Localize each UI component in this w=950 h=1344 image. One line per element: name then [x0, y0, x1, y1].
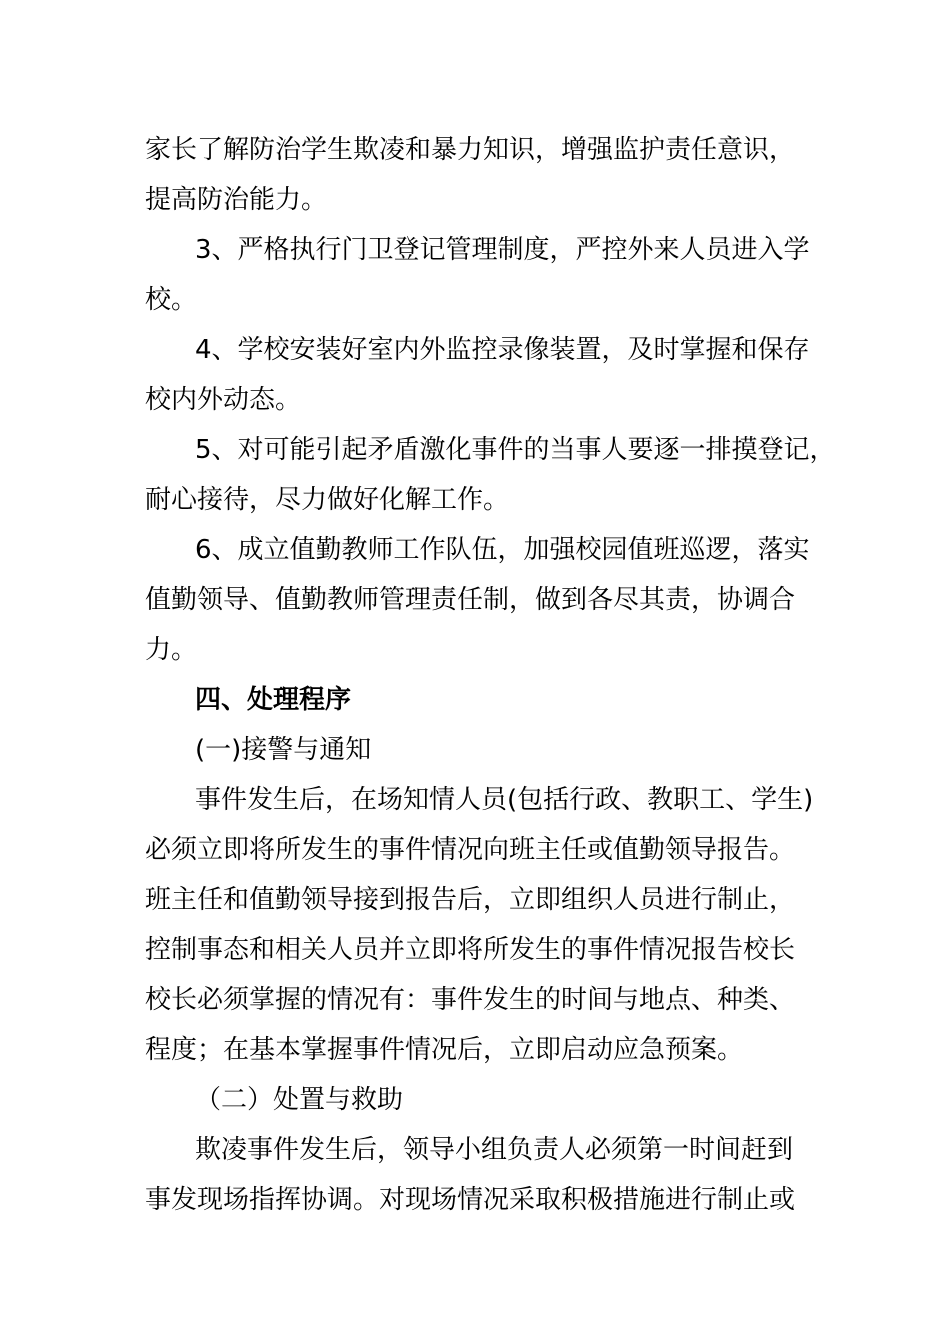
paragraph-line: 程度；在基本掌握事件情况后，立即启动应急预案。 [145, 1035, 744, 1065]
paragraph-line: 控制事态和相关人员并立即将所发生的事件情况报告校长 [145, 935, 796, 965]
paragraph-line: 耐心接待，尽力做好化解工作。 [145, 485, 510, 515]
paragraph-line: 事发现场指挥协调。对现场情况采取积极措施进行制止或 [145, 1185, 796, 1215]
paragraph-line: 事件发生后，在场知情人员(包括行政、教职工、学生) [195, 785, 814, 815]
list-item-6: 6、成立值勤教师工作队伍，加强校园值班巡逻，落实 [195, 535, 810, 565]
paragraph-line: 值勤领导、值勤教师管理责任制，做到各尽其责，协调合 [145, 585, 796, 615]
paragraph-line: 班主任和值勤领导接到报告后，立即组织人员进行制止， [145, 885, 796, 915]
paragraph-line: 校长必须掌握的情况有：事件发生的时间与地点、种类、 [145, 985, 796, 1015]
list-item-3: 3、严格执行门卫登记管理制度，严控外来人员进入学 [195, 235, 810, 265]
paragraph-line: 欺凌事件发生后，领导小组负责人必须第一时间赶到 [195, 1135, 794, 1165]
list-item-5: 5、对可能引起矛盾激化事件的当事人要逐一排摸登记， [195, 435, 836, 465]
paragraph-line: 提高防治能力。 [145, 185, 328, 215]
paragraph-line: 家长了解防治学生欺凌和暴力知识，增强监护责任意识， [145, 135, 796, 165]
paragraph-line: 力。 [145, 635, 198, 665]
list-item-4: 4、学校安装好室内外监控录像装置，及时掌握和保存 [195, 335, 810, 365]
subsection-heading: （二）处置与救助 [195, 1085, 404, 1115]
paragraph-line: 校。 [145, 285, 198, 315]
subsection-heading: (一)接警与通知 [195, 735, 372, 765]
paragraph-line: 校内外动态。 [145, 385, 302, 415]
section-heading: 四、处理程序 [195, 685, 352, 715]
paragraph-line: 必须立即将所发生的事件情况向班主任或值勤领导报告。 [145, 835, 796, 865]
